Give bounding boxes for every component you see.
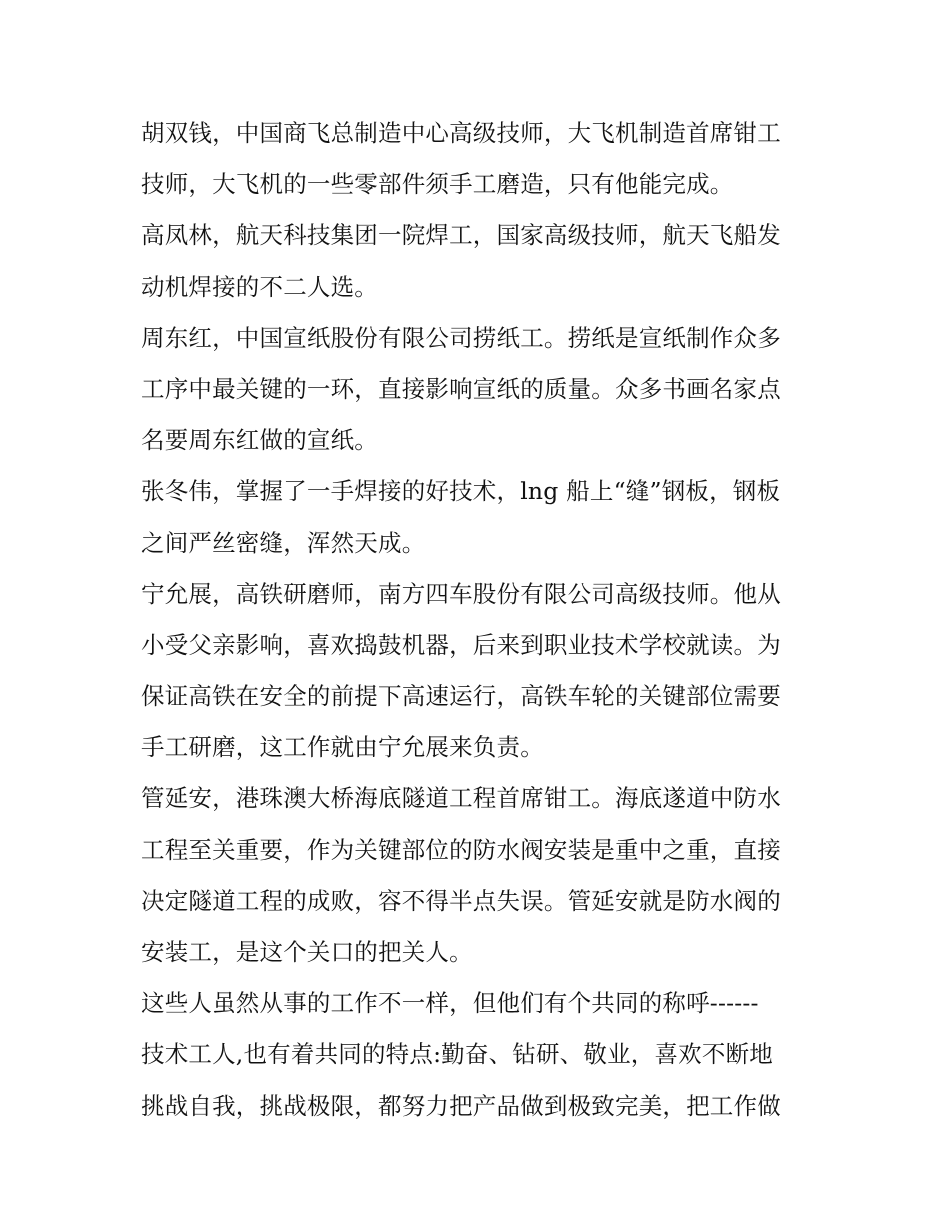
text-line: 胡双钱，中国商飞总制造中心高级技师，大飞机制造首席钳工 (141, 119, 781, 147)
text-line: 挑战自我，挑战极限，都努力把产品做到极致完美，把工作做 (141, 1091, 781, 1120)
text-line: 高凤林，航天科技集团一院焊工，国家高级技师，航天飞船发 (141, 221, 781, 250)
text-line: 技术工人,也有着共同的特点:勤奋、钻研、敬业，喜欢不断地 (141, 1040, 773, 1069)
text-line: 管延安，港珠澳大桥海底隧道工程首席钳工。海底遂道中防水 (141, 784, 781, 813)
text-line: 动机焊接的不二人选。 (141, 272, 378, 301)
text-line: 安装工，是这个关口的把关人。 (141, 938, 473, 966)
text-line: 技师，大飞机的一些零部件须手工磨造，只有他能完成。 (141, 170, 734, 199)
text-line: 这些人虽然从事的工作不一样，但他们有个共同的称呼------ (141, 989, 759, 1018)
text-line: 宁允展，高铁研磨师，南方四车股份有限公司高级技师。他从 (141, 579, 781, 608)
text-line: 决定隧道工程的成败，容不得半点失误。管延安就是防水阀的 (141, 886, 781, 915)
document-body (141, 108, 821, 1132)
text-line: 之间严丝密缝，浑然天成。 (141, 528, 426, 557)
text-line: 张冬伟，掌握了一手焊接的好技术，lng 船上“缝”钢板，钢板 (141, 477, 781, 506)
text-line: 工程至关重要，作为关键部位的防水阀安装是重中之重，直接 (141, 835, 781, 864)
text-line: 手工研磨，这工作就由宁允展来负责。 (141, 733, 544, 762)
text-line: 名要周东红做的宣纸。 (141, 426, 378, 455)
text-line: 工序中最关键的一环，直接影响宣纸的质量。众多书画名家点 (141, 374, 781, 403)
text-line: 保证高铁在安全的前提下高速运行，高铁车轮的关键部位需要 (141, 682, 781, 711)
text-line: 小受父亲影响，喜欢捣鼓机器，后来到职业技术学校就读。为 (141, 630, 781, 659)
text-line: 周东红，中国宣纸股份有限公司捞纸工。捞纸是宣纸制作众多 (141, 323, 781, 352)
